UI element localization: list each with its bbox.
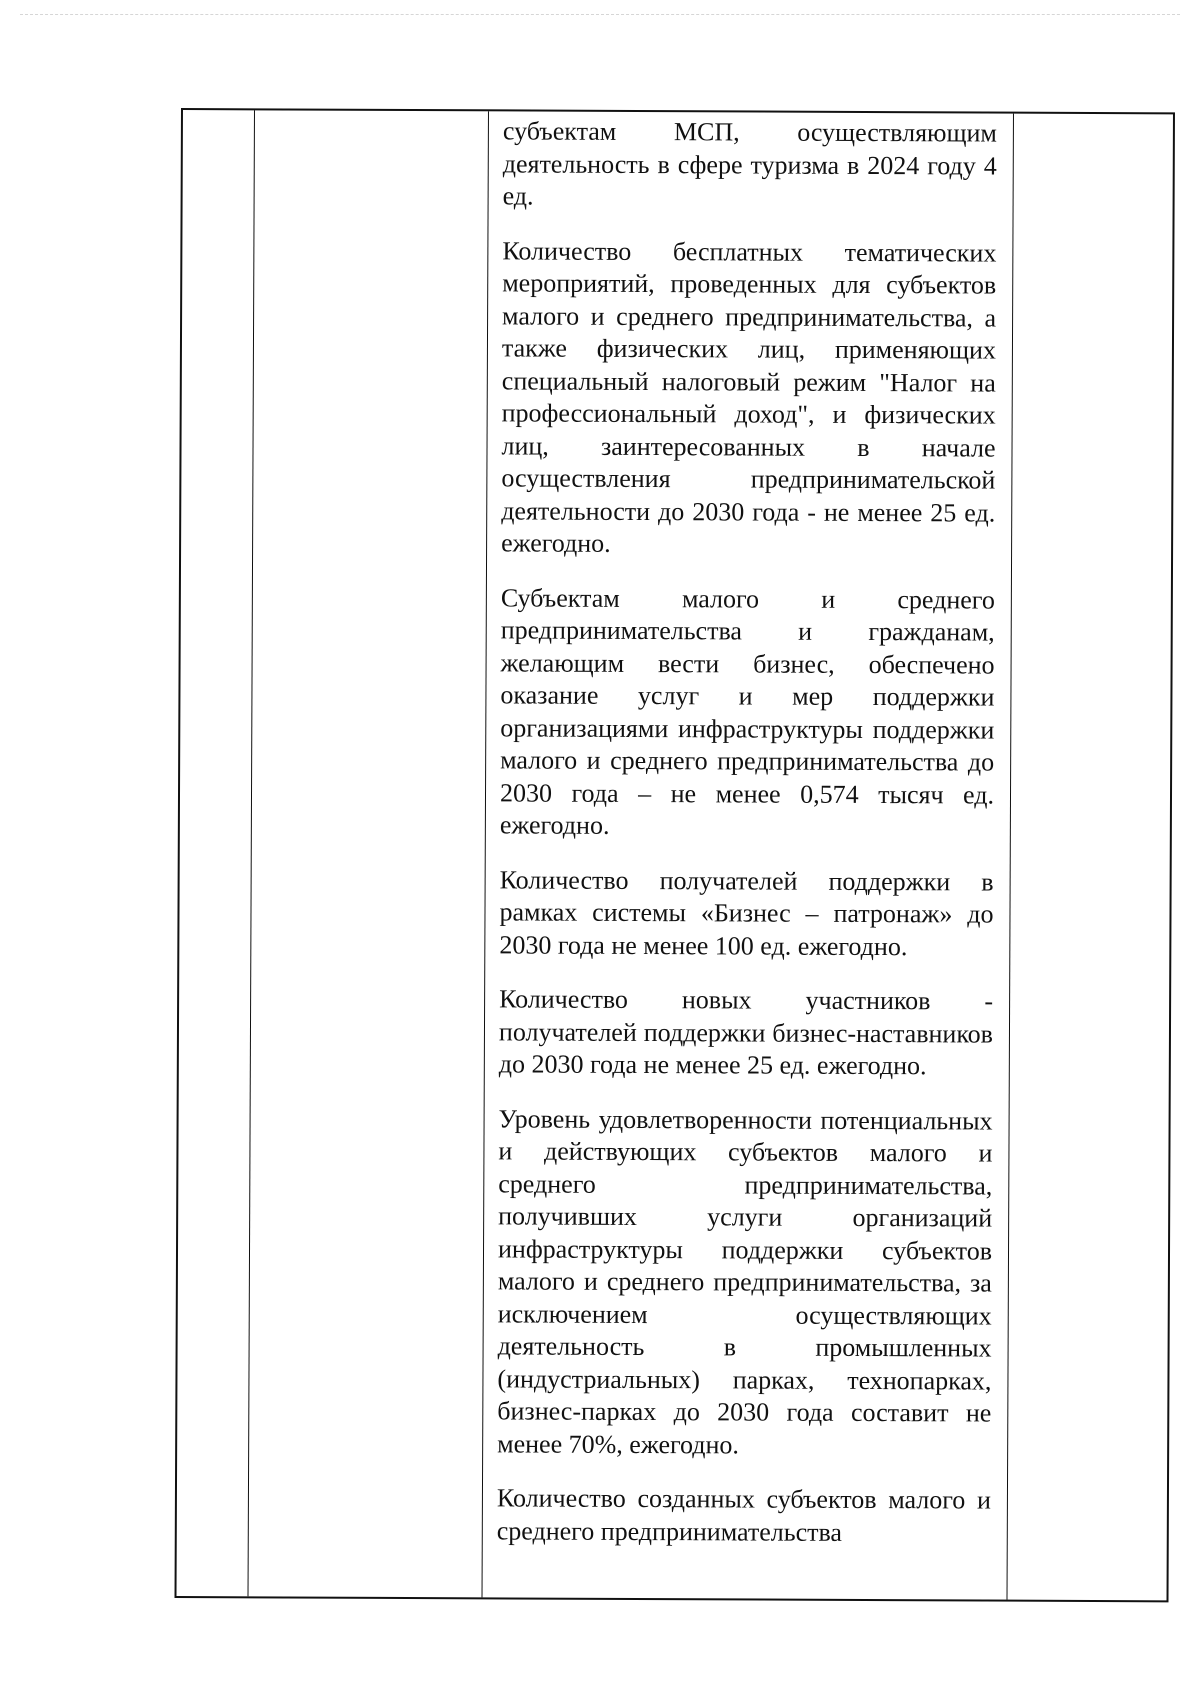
result-paragraph-patronage: Количество получателей поддержки в рамках системы «Бизнес – патронаж» до 2030 года не менее 100 ед. ежегодно. xyxy=(499,864,994,961)
scan-edge-line xyxy=(20,14,1180,15)
result-paragraph-satisfaction: Уровень удовлетворенности потенциальных и действующих субъектов малого и среднего предпринимательства, получивших услуги организаций инфраструктуры поддержки субъектов малого и среднего предпринимательства, за исключением осуществляющих деятельность в промышленных (индустриальных) парках, технопарках, бизнес-парках до 2030 года составит не менее 70%, ежегодно. xyxy=(497,1103,993,1459)
table-column-results xyxy=(483,111,1014,1599)
table-column-notes xyxy=(1007,114,1172,1601)
table-column-number xyxy=(177,110,255,1596)
result-paragraph-mentors: Количество новых участников - получателей поддержки бизнес-наставников до 2030 года не менее 25 ед. ежегодно. xyxy=(498,984,994,1081)
result-paragraph-infrastructure: Субъектам малого и среднего предпринимательства и гражданам, желающим вести бизнес, обеспечено оказание услуг и мер поддержки организациями инфраструктуры поддержки малого и среднего предпринимательства до 2030 года – не менее 0,574 тысяч ед. ежегодно. xyxy=(499,582,995,840)
result-paragraph-events: Количество бесплатных тематических мероприятий, проведенных для субъектов малого и среднего предпринимательства, а также физических лиц, применяющих специальный налоговый режим "Налог на профессиональный доход", и физических лиц, заинтересованных в начале осуществления предпринимательской деятельности до 2030 года - не менее 25 ед. ежегодно. xyxy=(501,235,997,558)
document-table xyxy=(174,108,1174,1602)
result-paragraph-tourism: субъектам МСП, осуществляющим деятельность в сфере туризма в 2024 году 4 ед. xyxy=(502,116,997,211)
table-column-name xyxy=(249,110,489,1597)
result-paragraph-created-subjects: Количество созданных субъектов малого и среднего предпринимательства xyxy=(496,1483,991,1547)
